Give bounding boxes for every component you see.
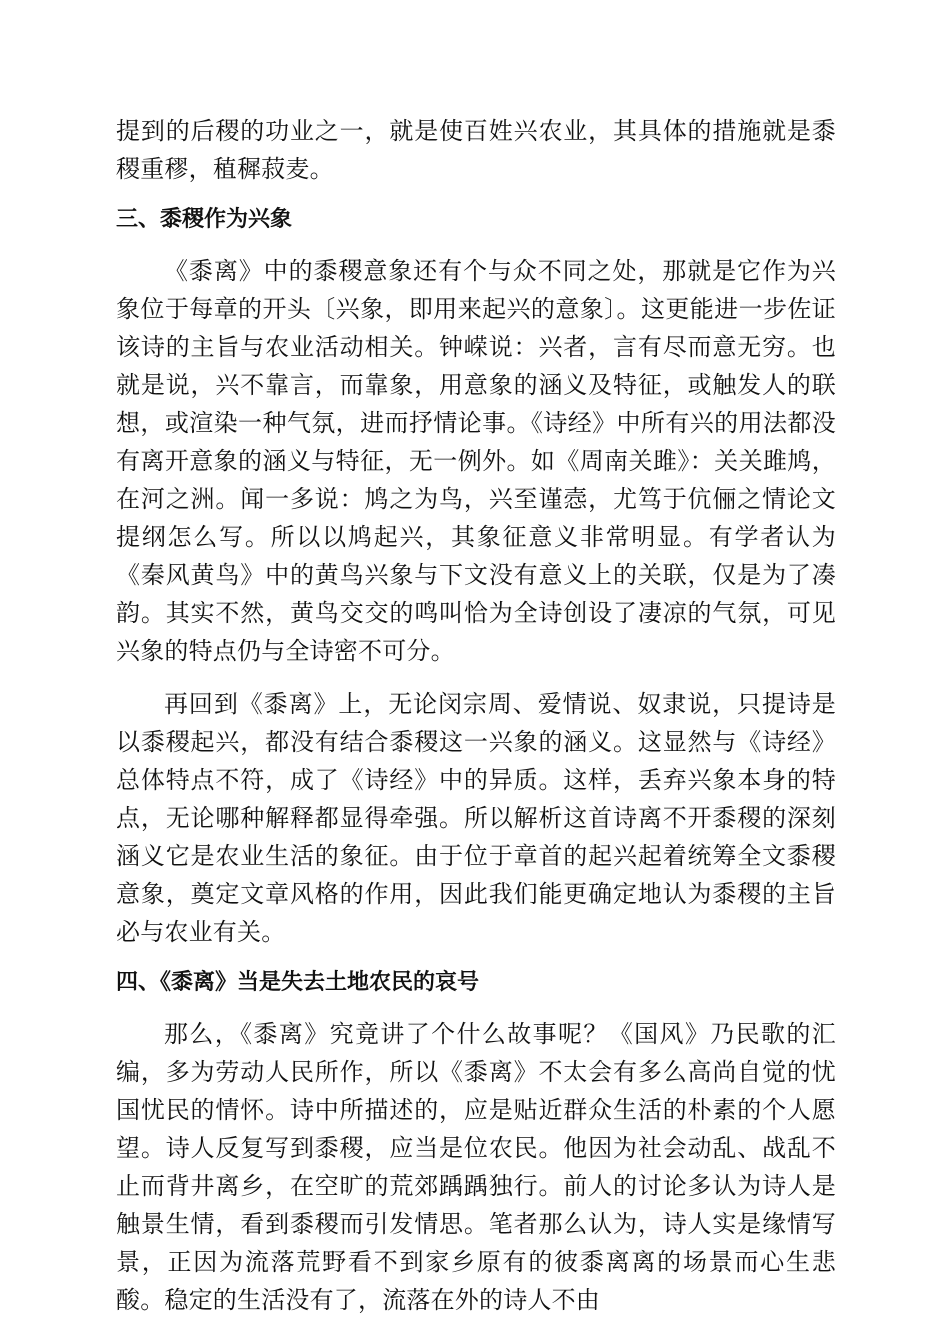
intro-paragraph: 提到的后稷的功业之一，就是使百姓兴农业，其具体的措施就是黍稷重穋，稙穉菽麦。 [116,117,836,183]
section3-paragraph-2: 再回到《黍离》上，无论闵宗周、爱情说、奴隶说，只提诗是以黍稷起兴，都没有结合黍稷这一兴象的涵义。这显然与《诗经》总体特点不符，成了《诗经》中的异质。这样，丢弃兴象本身的特点，无论哪种解释都显得牵强。所以解析这首诗离不开黍稷的深刻涵义它是农业生活的象征。由于位于章首的起兴起着统筹全文黍稷意象，奠定文章风格的作用，因此我们能更确定地认为黍稷的主旨必与农业有关。 [116,690,836,946]
document-page [116,112,836,1319]
section4-paragraph-1: 那么，《黍离》究竟讲了个什么故事呢？《国风》乃民歌的汇编，多为劳动人民所作，所以《黍离》不太会有多么高尚自觉的忧国忧民的情怀。诗中所描述的，应是贴近群众生活的朴素的个人愿望。诗人反复写到黍稷，应当是位农民。他因为社会动乱、战乱不止而背井离乡，在空旷的荒郊踽踽独行。前人的讨论多认为诗人是触景生情，看到黍稷而引发情思。笔者那么认为，诗人实是缘情写景，正因为流落荒野看不到家乡原有的彼黍离离的场景而心生悲酸。稳定的生活没有了，流落在外的诗人不由 [116,1020,836,1314]
section3-paragraph-1: 《黍离》中的黍稷意象还有个与众不同之处，那就是它作为兴象位于每章的开头〔兴象，即用来起兴的意象〕。这更能进一步佐证该诗的主旨与农业活动相关。钟嵘说：兴者，言有尽而意无穷。也就是说，兴不靠言，而靠象，用意象的涵义及特征，或触发人的联想，或渲染一种气氛，进而抒情论事。《诗经》中所有兴的用法都没有离开意象的涵义与特征，无一例外。如《周南关雎》：关关雎鸠，在河之洲。闻一多说：鸠之为鸟，兴至谨悫，尤笃于伉俪之情论文提纲怎么写。所以以鸠起兴，其象征意义非常明显。有学者认为《秦风黄鸟》中的黄鸟兴象与下文没有意义上的关联，仅是为了凑韵。其实不然，黄鸟交交的鸣叫恰为全诗创设了凄凉的气氛，可见兴象的特点仍与全诗密不可分。 [116,257,836,665]
section-heading-4: 四、《黍离》当是失去土地农民的哀号 [116,970,480,995]
section-heading-3: 三、黍稷作为兴象 [116,207,293,232]
